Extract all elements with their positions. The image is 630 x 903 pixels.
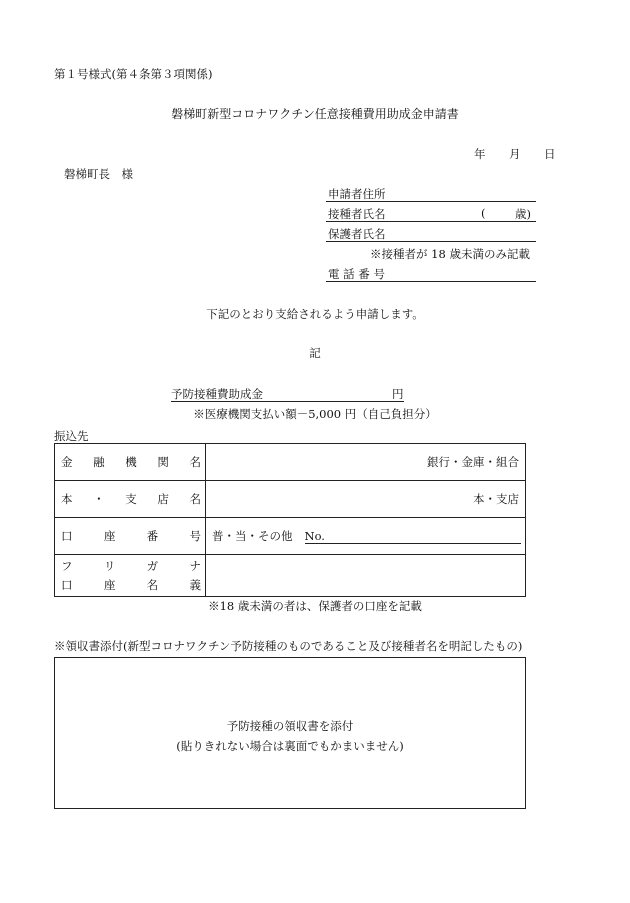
transfer-label: 振込先 bbox=[54, 429, 89, 443]
age-suffix: 歳) bbox=[515, 207, 531, 221]
institution-label-char: 融 bbox=[93, 455, 105, 469]
account-name-row bbox=[55, 555, 526, 597]
branch-label-cell bbox=[55, 481, 206, 518]
institution-label-char: 金 bbox=[61, 455, 73, 469]
branch-label-char: 名 bbox=[189, 492, 201, 506]
addressee: 磐梯町長 様 bbox=[64, 167, 133, 181]
applicant-name-label: 接種者氏名 bbox=[328, 207, 386, 221]
applicant-address-label: 申請者住所 bbox=[328, 187, 386, 201]
branch-label-char: 本 bbox=[61, 492, 73, 506]
account-number-label-char: 座 bbox=[103, 529, 116, 543]
address-line bbox=[326, 201, 536, 202]
subsidy-line bbox=[171, 401, 404, 402]
account-name-label-char: 義 bbox=[189, 577, 201, 592]
furigana-label-char: ナ bbox=[189, 558, 201, 573]
account-name-value-cell bbox=[206, 555, 526, 597]
receipt-attachment-box bbox=[54, 657, 526, 809]
account-number-row bbox=[55, 518, 526, 555]
account-name-label-char: 座 bbox=[103, 577, 116, 592]
furigana-label-char: ガ bbox=[146, 558, 159, 573]
account-number-label-char: 番 bbox=[146, 529, 159, 543]
date-month: 月 bbox=[509, 147, 521, 161]
branch-type-options: 本・支店 bbox=[473, 492, 519, 506]
receipt-instruction: 予防接種の領収書を添付 bbox=[226, 719, 354, 733]
branch-value-cell bbox=[206, 481, 526, 518]
age-open-paren: ( bbox=[481, 206, 486, 220]
phone-line bbox=[326, 281, 536, 282]
furigana-label-char: リ bbox=[103, 558, 116, 573]
phone-label: 電 話 番 号 bbox=[328, 267, 385, 281]
institution-label-char: 名 bbox=[189, 455, 201, 469]
bank-account-table bbox=[54, 443, 526, 597]
minor-account-note: ※18 歳未満の者は、保護者の口座を記載 bbox=[208, 599, 422, 613]
account-number-label-char: 口 bbox=[61, 529, 73, 543]
branch-label-char: 店 bbox=[157, 492, 169, 506]
request-text: 下記のとおり支給されるよう申請します。 bbox=[206, 307, 424, 321]
form-title: 磐梯町新型コロナワクチン任意接種費用助成金申請書 bbox=[171, 107, 459, 121]
institution-type-options: 銀行・金庫・組合 bbox=[427, 455, 519, 469]
subsidy-label: 予防接種費助成金 bbox=[171, 387, 263, 401]
institution-label-char: 機 bbox=[125, 455, 137, 469]
receipt-heading: ※領収書添付(新型コロナワクチン予防接種のものであること及び接種者名を明記したもの) bbox=[54, 639, 523, 653]
receipt-back-note: (貼りきれない場合は裏面でもかまいません) bbox=[176, 739, 404, 753]
institution-value-cell bbox=[206, 444, 526, 481]
account-type-options: 普・当・その他 bbox=[212, 529, 293, 543]
account-number-label-cell bbox=[55, 518, 206, 555]
account-number-label-char: 号 bbox=[189, 529, 201, 543]
account-number-line bbox=[305, 529, 521, 544]
account-name-label-char: 口 bbox=[61, 577, 73, 592]
account-name-label-char: 名 bbox=[146, 577, 159, 592]
guardian-name-label: 保護者氏名 bbox=[328, 227, 386, 241]
name-line bbox=[326, 221, 536, 222]
account-name-label-cell bbox=[55, 555, 206, 597]
institution-label-cell bbox=[55, 444, 206, 481]
furigana-label-char: フ bbox=[61, 558, 73, 573]
date-day: 日 bbox=[544, 147, 556, 161]
guardian-note: ※接種者が 18 歳未満のみ記載 bbox=[370, 247, 530, 261]
date-year: 年 bbox=[474, 147, 486, 161]
form-number: 第１号様式(第４条第３項関係) bbox=[54, 67, 213, 81]
subsidy-unit: 円 bbox=[392, 387, 404, 401]
ki-label: 記 bbox=[309, 346, 321, 360]
account-no-label: No. bbox=[304, 528, 325, 543]
branch-label-char: 支 bbox=[125, 492, 137, 506]
branch-label-char: ・ bbox=[93, 492, 105, 506]
guardian-line bbox=[326, 241, 536, 242]
institution-row bbox=[55, 444, 526, 481]
branch-row bbox=[55, 481, 526, 518]
account-number-value-cell bbox=[206, 518, 526, 555]
institution-label-char: 関 bbox=[157, 455, 169, 469]
subsidy-note: ※医療機関支払い額－5,000 円（自己負担分） bbox=[193, 407, 437, 421]
